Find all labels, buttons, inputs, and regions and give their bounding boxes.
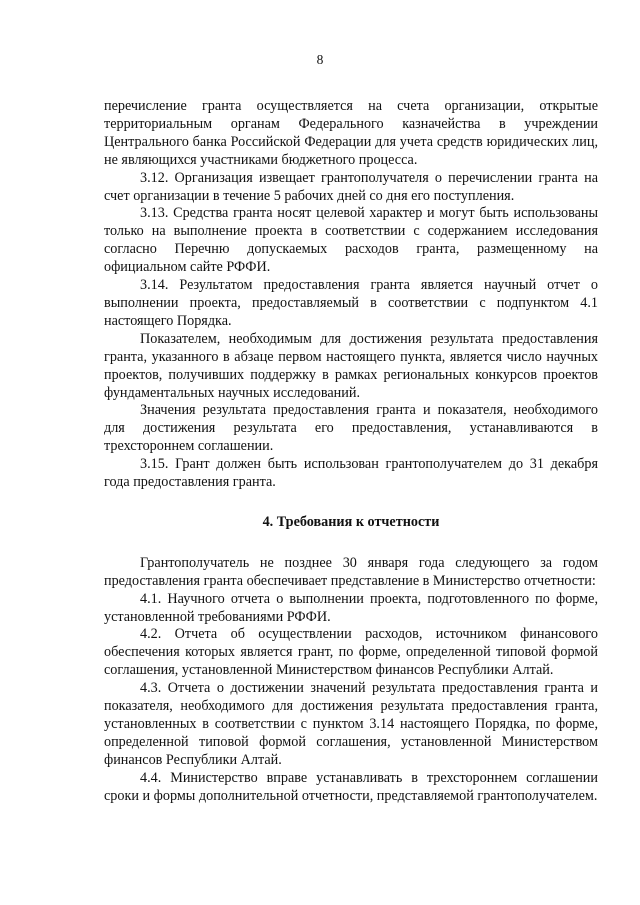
paragraph-4-4: 4.4. Министерство вправе устанавливать в трехстороннем соглашении сроки и формы дополнительной отчетности, представляемой грантополучателем. bbox=[104, 769, 598, 804]
paragraph-3-15: 3.15. Грант должен быть использован грантополучателем до 31 декабря года предоставления гранта. bbox=[104, 456, 598, 491]
paragraph-3-12: 3.12. Организация извещает грантополучателя о перечислении гранта на счет организации в течение 5 рабочих дней со дня его поступления. bbox=[104, 169, 598, 204]
section-heading-reporting: 4. Требования к отчетности bbox=[262, 513, 440, 530]
paragraph-4-1: 4.1. Научного отчета о выполнении проекта, подготовленного по форме, установленной требованиями РФФИ. bbox=[104, 590, 598, 625]
paragraph-3-13: 3.13. Средства гранта носят целевой характер и могут быть использованы только на выполнение проекта в соответствии с содержанием исследования согласно Перечню допускаемых расходов гранта, размещенному на официальном сайте РФФИ. bbox=[104, 205, 598, 276]
paragraph-indicator: Показателем, необходимым для достижения результата предоставления гранта, указанного в абзаце первом настоящего пункта, является число научных проектов, получивших поддержку в рамках региональных конкурсов проектов фундаментальных научных исследований. bbox=[104, 330, 598, 401]
paragraph-4-3: 4.3. Отчета о достижении значений результата предоставления гранта и показателя, необходимого для достижения результата предоставления гранта, установленных в соответствии с пунктом 3.14 настоящего Порядка, по форме, определенной типовой формой соглашения, установленной Министерством финансов Республики Алтай. bbox=[104, 680, 598, 768]
paragraph-reporting-intro: Грантополучатель не позднее 30 января года следующего за годом предоставления гранта обеспечивает представление в Министерство отчетности: bbox=[104, 554, 598, 589]
paragraph-3-14: 3.14. Результатом предоставления гранта является научный отчет о выполнении проекта, предоставляемый в соответствии с подпунктом 4.1 настоящего Порядка. bbox=[104, 277, 598, 329]
paragraph-4-2: 4.2. Отчета об осуществлении расходов, источником финансового обеспечения которых является грант, по форме, определенной типовой формой соглашения, установленной Министерством финансов Республики Алтай. bbox=[104, 626, 598, 679]
document-body bbox=[104, 98, 598, 806]
paragraph-transfer-accounts: перечисление гранта осуществляется на счета организации, открытые территориальным органам Федерального казначейства в учреждении Центрального банка Российской Федерации для учета средств юридических лиц, не являющихся участниками бюджетного процесса. bbox=[104, 98, 598, 168]
paragraph-values-agreement: Значения результата предоставления гранта и показателя, необходимого для достижения результата его предоставления, устанавливаются в трехстороннем соглашении. bbox=[104, 402, 598, 455]
page-number: 8 bbox=[316, 52, 324, 67]
